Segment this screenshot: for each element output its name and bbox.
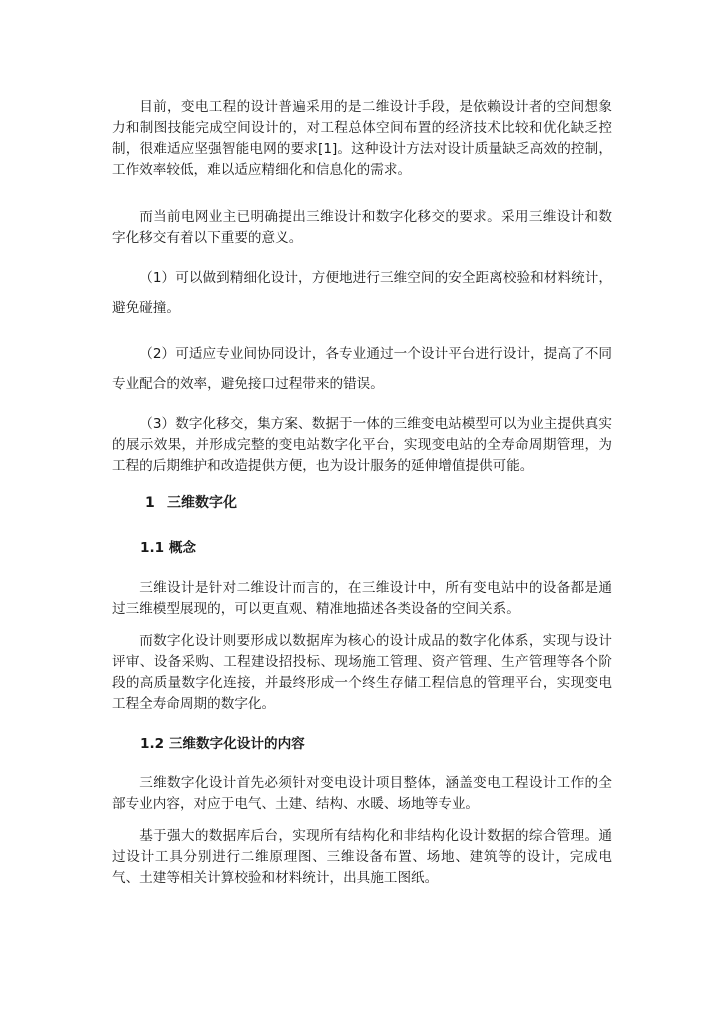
paragraph-design-scope	[112, 773, 612, 815]
paragraph-database-backend	[112, 826, 612, 889]
paragraph-text: 而数字化设计则要形成以数据库为核心的设计成品的数字化体系，实现与设计评审、设备采购、工程建设招投标、现场施工管理、资产管理、生产管理等各个阶段的高质量数字化连接，并最终形成一个终生存储工程信息的管理平台，实现变电工程全寿命周期的数字化。	[112, 633, 612, 712]
list-item-text: （2）可适应专业间协同设计，各专业通过一个设计平台进行设计，提高了不同专业配合的效率，避免接口过程带来的错误。	[112, 346, 612, 392]
subsection-title: 1.1 概念	[140, 540, 197, 556]
paragraph-3d-design	[112, 578, 612, 620]
paragraph-intro-part1	[112, 97, 612, 181]
list-item-2	[112, 339, 612, 399]
paragraph-text: 目前，变电工程的设计普遍采用的是二维设计手段，是依赖设计者的空间想象力和制图技能完成空间设计的，对工程总体空间布置的经济技术比较和优化缺乏控制，很难适应坚强智能电网的要求[1]。这种设计方法对设计质量缺乏高效的控制，工作效率较低，难以适应精细化和信息化的需求。	[112, 99, 612, 178]
list-item-text: （1）可以做到精细化设计，方便地进行三维空间的安全距离校验和材料统计，避免碰撞。	[112, 270, 612, 316]
list-item-3	[112, 414, 612, 477]
paragraph-requirements	[112, 207, 612, 249]
paragraph-text: 基于强大的数据库后台，实现所有结构化和非结构化设计数据的综合管理。通过设计工具分别进行二维原理图、三维设备布置、场地、建筑等的设计，完成电气、土建等相关计算校验和材料统计，出具施工图纸。	[112, 828, 612, 886]
list-item-1	[112, 263, 612, 323]
section-title: 三维数字化	[167, 495, 237, 511]
section-heading-1	[145, 493, 237, 513]
paragraph-text: 三维数字化设计首先必须针对变电设计项目整体，涵盖变电工程设计工作的全部专业内容，对应于电气、土建、结构、水暖、场地等专业。	[112, 775, 612, 812]
subsection-heading-1-2	[140, 734, 305, 754]
paragraph-text: 而当前电网业主已明确提出三维设计和数字化移交的要求。采用三维设计和数字化移交有着以下重要的意义。	[112, 209, 612, 246]
paragraph-text: 三维设计是针对二维设计而言的，在三维设计中，所有变电站中的设备都是通过三维模型展现的，可以更直观、精准地描述各类设备的空间关系。	[112, 580, 612, 617]
section-number: 1	[145, 495, 155, 511]
paragraph-digital-design	[112, 631, 612, 715]
subsection-title: 1.2 三维数字化设计的内容	[140, 736, 305, 752]
subsection-heading-1-1	[140, 538, 196, 558]
list-item-text: （3）数字化移交，集方案、数据于一体的三维变电站模型可以为业主提供真实的展示效果，并形成完整的变电站数字化平台，实现变电站的全寿命周期管理，为工程的后期维护和改造提供方便，也为设计服务的延伸增值提供可能。	[112, 416, 612, 474]
